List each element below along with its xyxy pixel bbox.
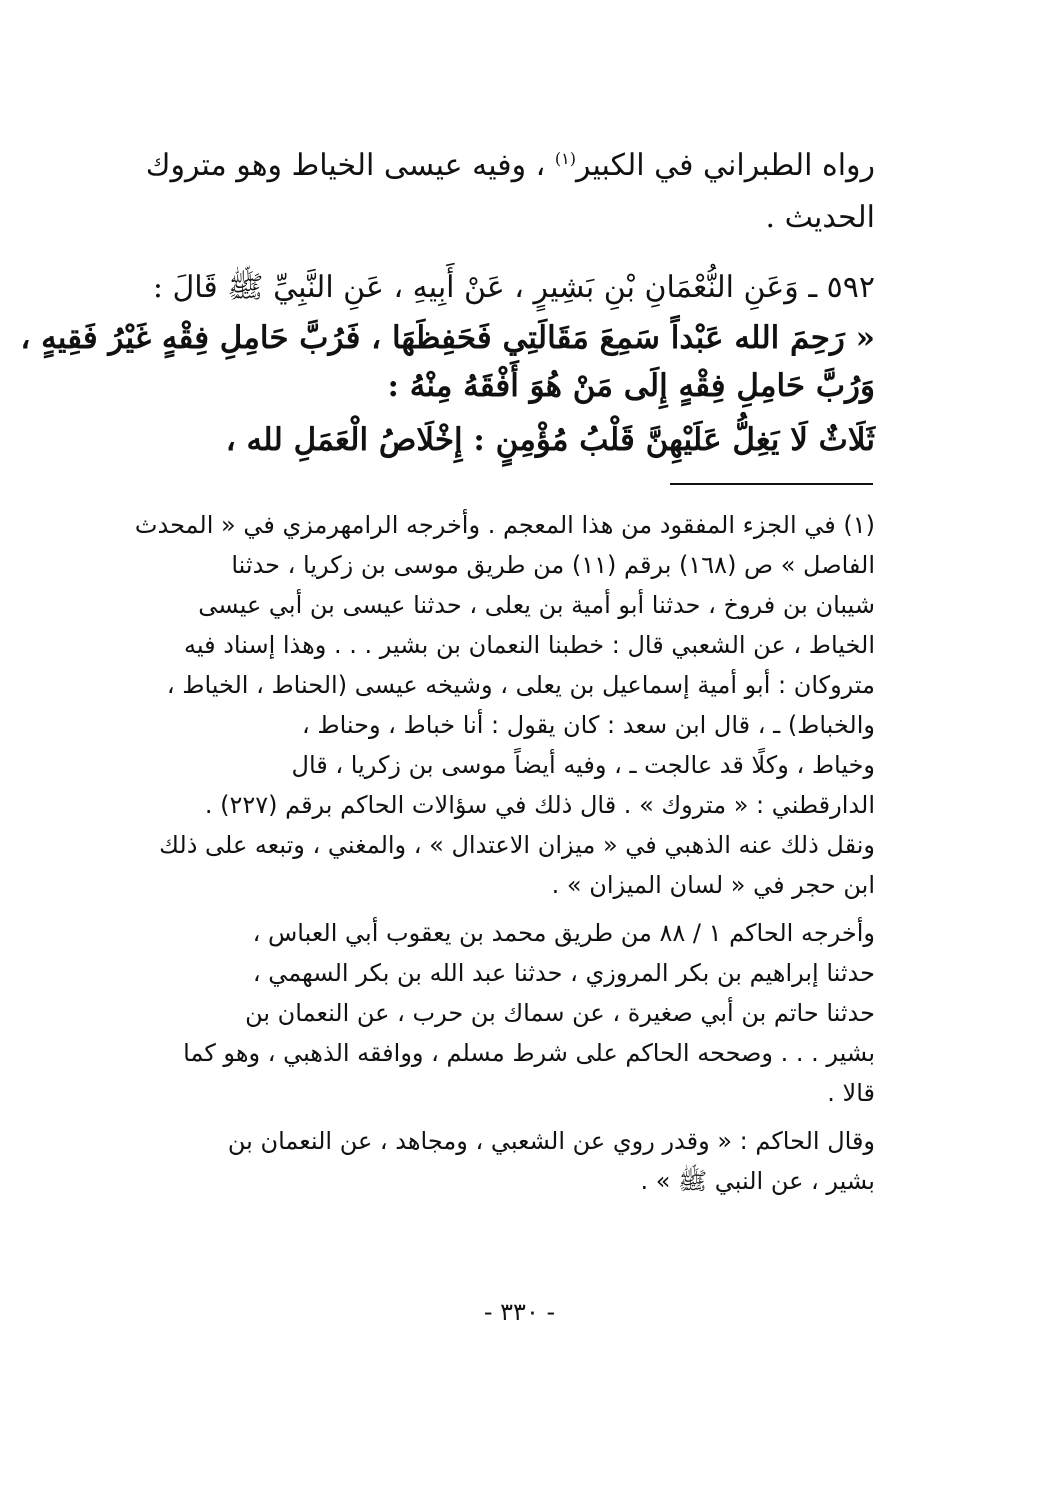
main-text bbox=[20, 140, 875, 464]
footnote-paragraph-3-line: بشير ، عن النبي ﷺ » . bbox=[640, 1167, 875, 1195]
footnote-reference-mark: (١) bbox=[554, 149, 576, 168]
footnote-separator-rule bbox=[670, 483, 873, 485]
footnote-paragraph-2-line: قالا . bbox=[827, 1079, 875, 1107]
footnote-line: شيبان بن فروخ ، حدثنا أبو أمية بن يعلى ، حدثنا عيسى بن أبي عيسى bbox=[198, 591, 875, 619]
page-number: - ٣٣٠ - bbox=[483, 1298, 556, 1326]
hadith-line-4: ثَلَاثٌ لَا يَغِلُّ عَلَيْهِنَّ قَلْبُ مُؤْمِنٍ : إِخْلَاصُ الْعَمَلِ لله ، bbox=[225, 422, 875, 458]
footnote-line: الدارقطني : « متروك » . قال ذلك في سؤالات الحاكم برقم (٢٢٧) . bbox=[204, 791, 875, 819]
intro-text-before-mark: رواه الطبراني في الكبير bbox=[575, 148, 875, 183]
footnote-line: الخياط ، عن الشعبي قال : خطبنا النعمان بن بشير . . . وهذا إسناد فيه bbox=[184, 631, 875, 659]
hadith-line-1: ٥٩٢ ـ وَعَنِ النُّعْمَانِ بْنِ بَشِيرٍ ، عَنْ أَبِيهِ ، عَنِ النَّبِيِّ ﷺ قَالَ : bbox=[152, 270, 875, 305]
footnote-line: (١) في الجزء المفقود من هذا المعجم . وأخرجه الرامهرمزي في « المحدث bbox=[134, 511, 875, 539]
footnote-line: ابن حجر في « لسان الميزان » . bbox=[551, 871, 875, 899]
hadith-line-3: وَرُبَّ حَامِلِ فِقْهٍ إِلَى مَنْ هُوَ أَفْقَهُ مِنْهُ : bbox=[387, 368, 875, 404]
intro-line-1 bbox=[145, 140, 875, 192]
footnote-line: ونقل ذلك عنه الذهبي في « ميزان الاعتدال » ، والمغني ، وتبعه على ذلك bbox=[159, 831, 875, 859]
intro-text-after-mark: ، وفيه عيسى الخياط وهو متروك bbox=[145, 148, 555, 183]
footnotes-section bbox=[134, 505, 875, 1201]
footnote-paragraph-2-line: حدثنا حاتم بن أبي صغيرة ، عن سماك بن حرب ، عن النعمان بن bbox=[245, 999, 875, 1027]
footnote-line: والخباط) ـ ، قال ابن سعد : كان يقول : أنا خباط ، وحناط ، bbox=[302, 711, 875, 739]
hadith-line-2: « رَحِمَ الله عَبْداً سَمِعَ مَقَالَتِي فَحَفِظَهَا ، فَرُبَّ حَامِلِ فِقْهٍ غَيْرُ فَقِيهٍ ، bbox=[20, 320, 875, 356]
footnote-paragraph-3-line: وقال الحاكم : « وقدر روي عن الشعبي ، ومجاهد ، عن النعمان بن bbox=[227, 1127, 875, 1155]
footnote-line: وخياط ، وكلًا قد عالجت ـ ، وفيه أيضاً موسى بن زكريا ، قال bbox=[291, 751, 875, 779]
footnote-paragraph-2-line: بشير . . . وصححه الحاكم على شرط مسلم ، ووافقه الذهبي ، وهو كما bbox=[183, 1039, 875, 1067]
footnote-paragraph-2-line: وأخرجه الحاكم ١ / ٨٨ من طريق محمد بن يعقوب أبي العباس ، bbox=[252, 919, 875, 947]
footnote-line: الفاصل » ص (١٦٨) برقم (١١) من طريق موسى بن زكريا ، حدثنا bbox=[231, 551, 875, 579]
footnote-line: متروكان : أبو أمية إسماعيل بن يعلى ، وشيخه عيسى (الحناط ، الخياط ، bbox=[166, 671, 875, 699]
intro-line-2: الحديث . bbox=[765, 200, 875, 235]
footnote-paragraph-2-line: حدثنا إبراهيم بن بكر المروزي ، حدثنا عبد الله بن بكر السهمي ، bbox=[252, 959, 875, 987]
